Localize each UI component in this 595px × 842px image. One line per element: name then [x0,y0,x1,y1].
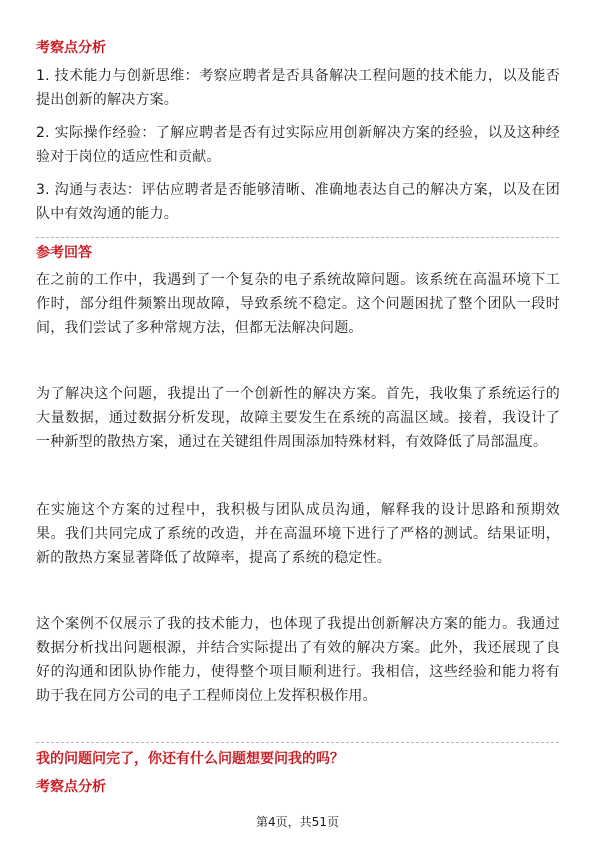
answer-paragraph-2: 为了解决这个问题，我提出了一个创新性的解决方案。首先，我收集了系统运行的大量数据，通过数据分析发现，故障主要发生在系统的高温区域。接着，我设计了一种新型的散热方案，通过在关键组件周围添加特殊材料，有效降低了局部温度。 [36,386,560,450]
analysis-point-1: 1. 技术能力与创新思维：考察应聘者是否具备解决工程问题的技术能力，以及能否提出创新的解决方案。 [36,68,560,108]
next-question-heading: 我的问题问完了，你还有什么问题想要问我的吗？ [36,751,344,767]
analysis-point-3: 3. 沟通与表达：评估应聘者是否能够清晰、准确地表达自己的解决方案，以及在团队中有效沟通的能力。 [36,182,560,222]
answer-paragraph-3: 在实施这个方案的过程中，我积极与团队成员沟通，解释我的设计思路和预期效果。我们共同完成了系统的改造，并在高温环境下进行了严格的测试。结果证明，新的散热方案显著降低了故障率，提高了系统的稳定性。 [36,502,560,566]
analysis-heading-2: 考察点分析 [36,779,106,795]
page-number-footer: 第4页，共51页 [256,815,339,829]
answer-paragraph-1: 在之前的工作中，我遇到了一个复杂的电子系统故障问题。该系统在高温环境下工作时，部分组件频繁出现故障，导致系统不稳定。这个问题困扰了整个团队一段时间，我们尝试了多种常规方法，但都无法解决问题。 [36,272,560,336]
analysis-heading: 考察点分析 [36,40,106,56]
reference-answer-heading: 参考回答 [36,245,92,261]
answer-paragraph-4: 这个案例不仅展示了我的技术能力，也体现了我提出创新解决方案的能力。我通过数据分析找出问题根源，并结合实际提出了有效的解决方案。此外，我还展现了良好的沟通和团队协作能力，使得整个项目顺利进行。我相信，这些经验和能力将有助于我在同方公司的电子工程师岗位上发挥积极作用。 [36,616,560,704]
section-divider [36,742,559,743]
section-divider [36,237,559,238]
analysis-point-2: 2. 实际操作经验：了解应聘者是否有过实际应用创新解决方案的经验，以及这种经验对于岗位的适应性和贡献。 [36,125,560,165]
